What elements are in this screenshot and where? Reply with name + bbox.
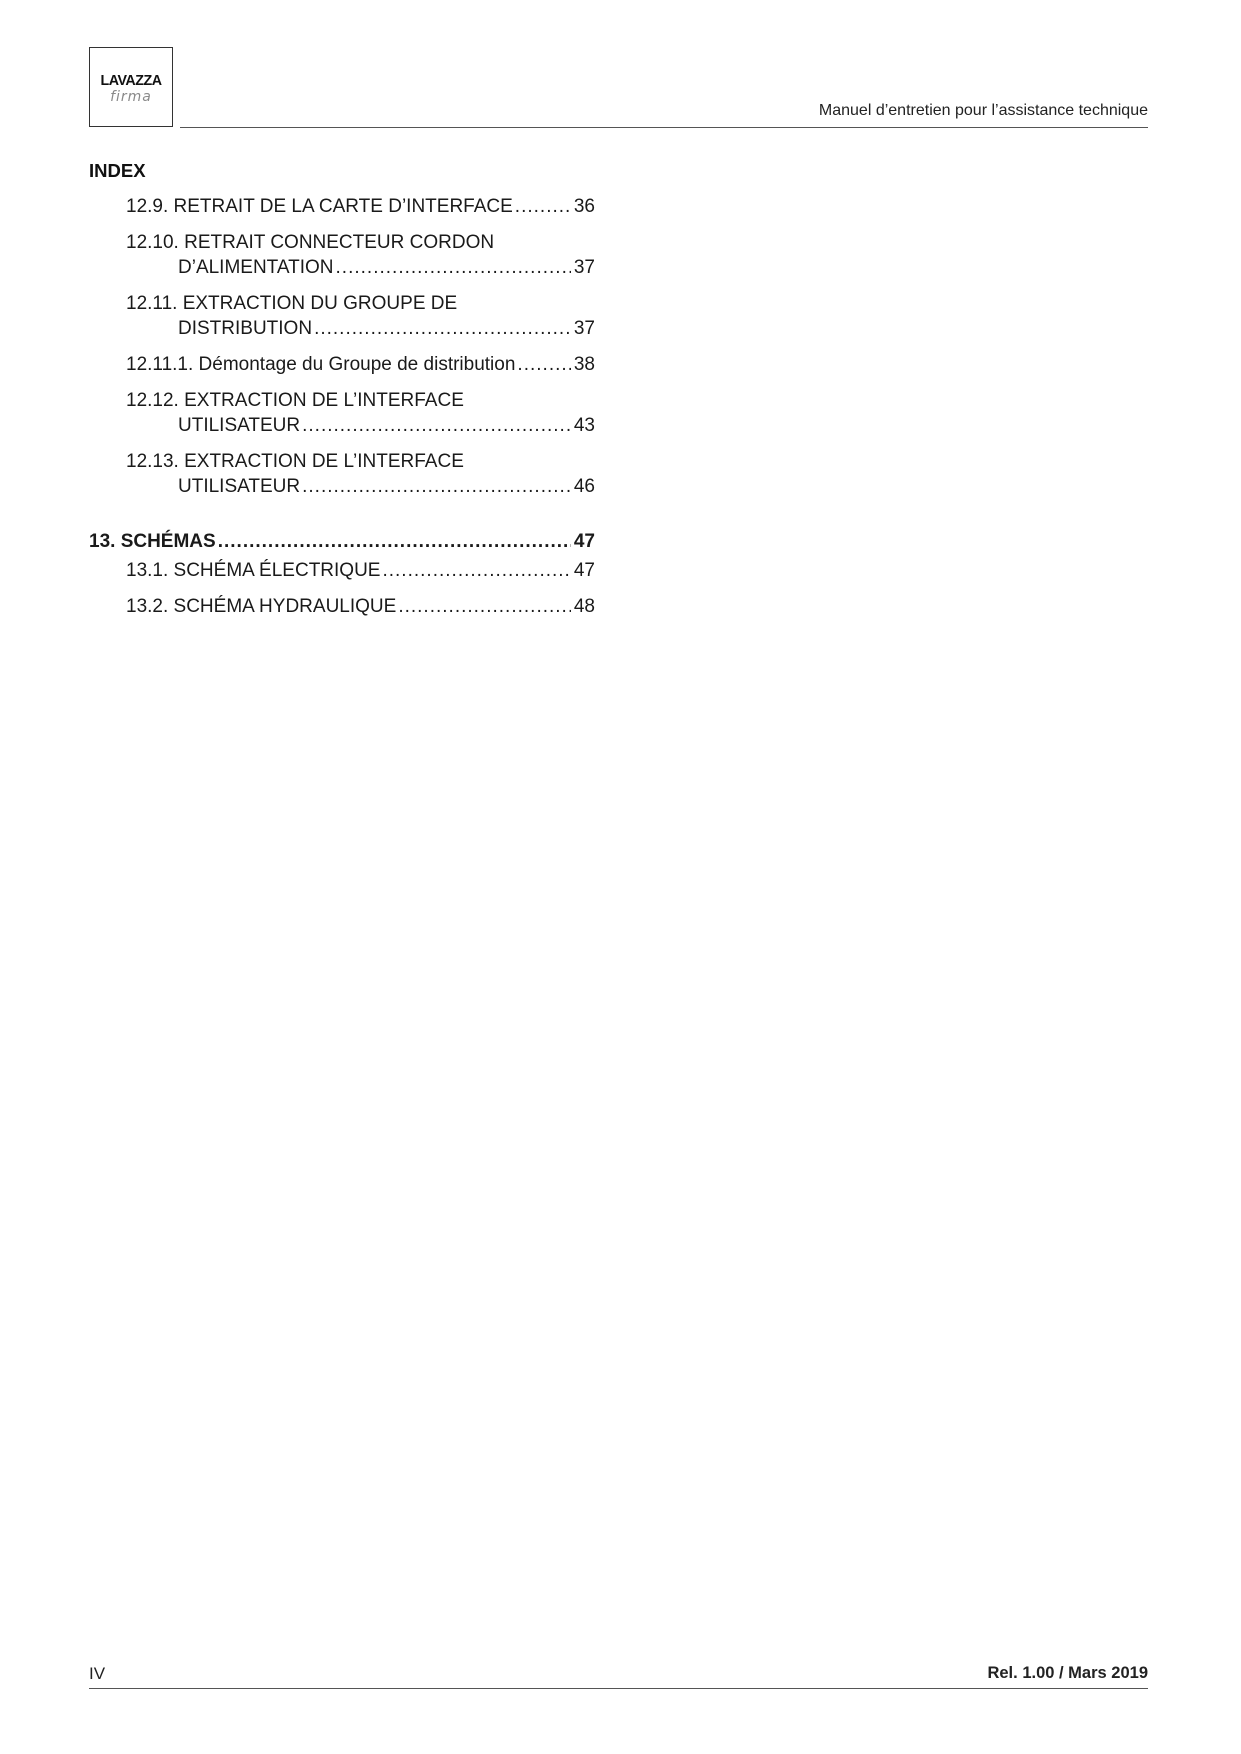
toc-entry[interactable]: [89, 449, 595, 499]
document-title: Manuel d’entretien pour l’assistance technique: [818, 102, 1148, 119]
toc-entry-label: 12.11. EXTRACTION DU GROUPE DE: [126, 293, 458, 314]
toc-entry[interactable]: [89, 388, 595, 438]
toc-page-number: 47: [573, 560, 595, 581]
toc-page-number: 38: [573, 354, 595, 375]
toc-leader-dots: [336, 255, 571, 280]
toc-entry-label: 13.2. SCHÉMA HYDRAULIQUE: [126, 596, 397, 617]
toc-page-number: 37: [573, 257, 595, 278]
toc-entry[interactable]: [89, 352, 595, 377]
toc-entry-label-continued: D’ALIMENTATION: [178, 257, 334, 278]
toc-page-number: 46: [573, 476, 595, 497]
toc-page-number: 48: [573, 596, 595, 617]
toc-entry-label: 12.9. RETRAIT DE LA CARTE D’INTERFACE: [126, 196, 513, 217]
toc-entry[interactable]: [89, 558, 595, 583]
toc-page-number: 37: [573, 318, 595, 339]
toc-leader-dots: [302, 474, 571, 499]
footer-divider: [89, 1688, 1148, 1689]
toc-leader-dots: [218, 529, 571, 554]
toc-page-number: 36: [573, 196, 595, 217]
toc-entry-label-continued: UTILISATEUR: [178, 476, 301, 497]
index-heading: INDEX: [89, 160, 146, 181]
toc-leader-dots: [515, 194, 571, 219]
logo-sub-text: firma: [110, 89, 152, 105]
toc-entry[interactable]: [89, 194, 595, 219]
toc-page-number: 47: [573, 531, 595, 552]
toc-leader-dots: [302, 413, 571, 438]
toc-entry[interactable]: [89, 594, 595, 619]
toc-chapter-label: 13. SCHÉMAS: [89, 531, 216, 552]
toc-leader-dots: [314, 316, 571, 341]
toc-entry-label: 12.11.1. Démontage du Groupe de distribution: [126, 354, 516, 375]
header-divider: [180, 127, 1148, 128]
toc-page-number: 43: [573, 415, 595, 436]
toc-chapter-entry[interactable]: [89, 529, 595, 554]
toc-entry[interactable]: [89, 230, 595, 280]
page-number: IV: [89, 1664, 106, 1683]
toc-leader-dots: [517, 352, 570, 377]
brand-logo: [89, 47, 173, 127]
toc-entry-label-continued: DISTRIBUTION: [178, 318, 313, 339]
toc-leader-dots: [398, 594, 571, 619]
toc-entry-label: 13.1. SCHÉMA ÉLECTRIQUE: [126, 560, 381, 581]
toc-entry-label: 12.10. RETRAIT CONNECTEUR CORDON: [126, 232, 495, 253]
logo-brand-text: LAVAZZA: [100, 72, 162, 89]
toc-leader-dots: [382, 558, 570, 583]
toc-entry-label-continued: UTILISATEUR: [178, 415, 301, 436]
release-info: Rel. 1.00 / Mars 2019: [987, 1664, 1148, 1682]
table-of-contents: [89, 160, 595, 630]
toc-entry-label: 12.12. EXTRACTION DE L’INTERFACE: [126, 390, 464, 411]
toc-entry[interactable]: [89, 291, 595, 341]
toc-entry-label: 12.13. EXTRACTION DE L’INTERFACE: [126, 451, 464, 472]
